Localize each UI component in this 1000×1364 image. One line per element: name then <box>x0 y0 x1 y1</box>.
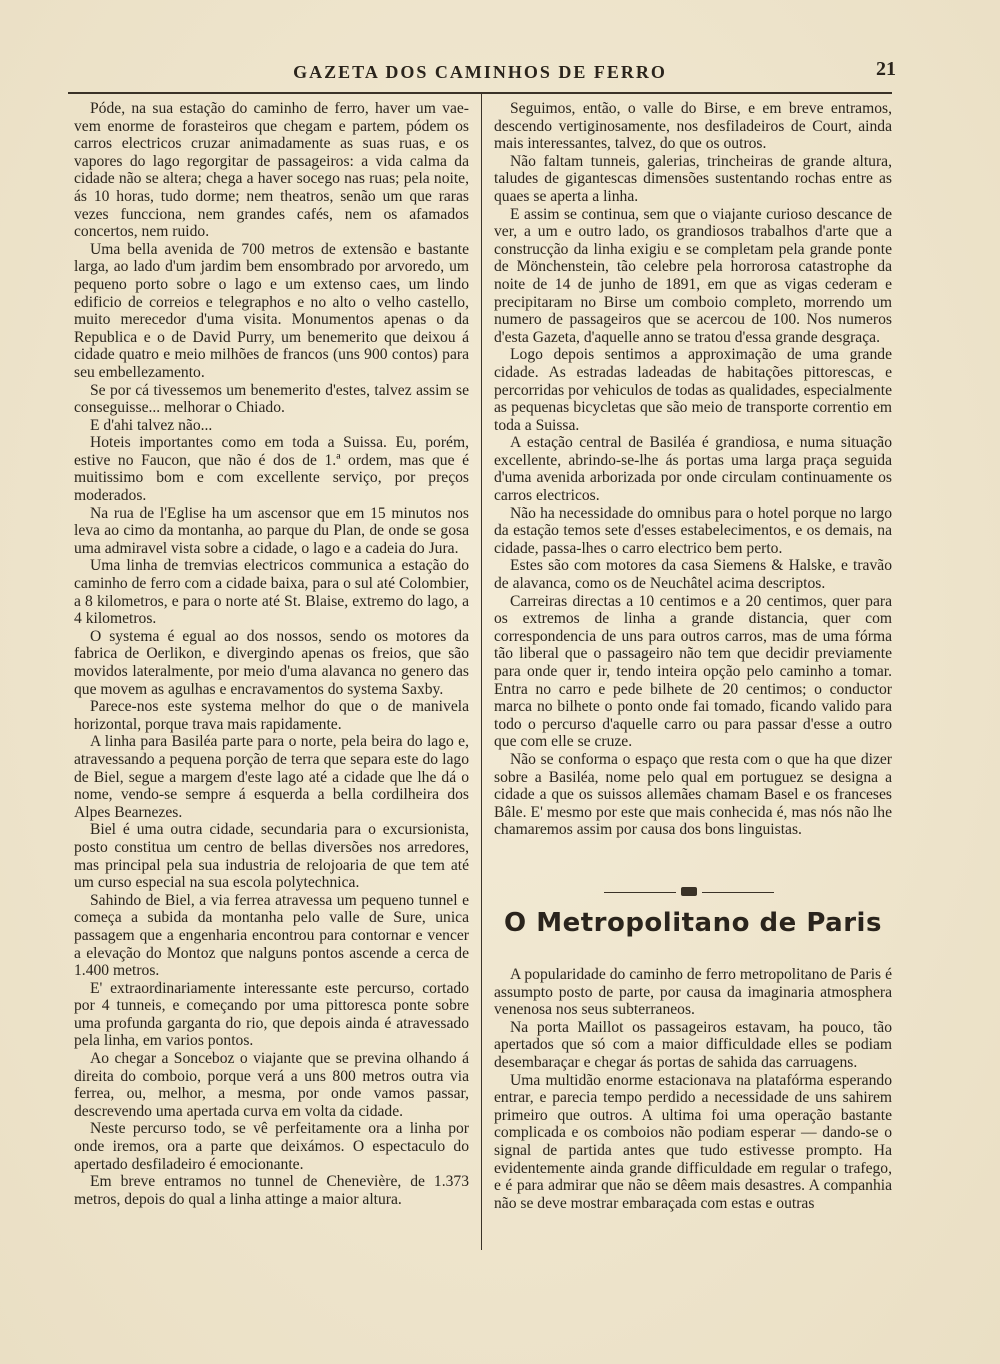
right-column <box>494 100 892 839</box>
paragraph: A estação central de Basiléa é grandiosa, e numa situação excellente, abrindo-se-lhe ás portas uma larga praça seguida d'uma avenida arborizada por onde circulam continuamente os carros electricos. <box>494 434 892 505</box>
paragraph: O systema é egual ao dos nossos, sendo os motores da fabrica de Oerlikon, e divergindo apenas os freios, que são movidos lateralmente, por meio d'uma alavanca no genero das que movem as agulhas e encravamentos do systema Saxby. <box>74 627 469 698</box>
paragraph: Hoteis importantes como em toda a Suissa. Eu, porém, estive no Faucon, que não é dos de 1.ª ordem, mas que é muitissimo bom e com excellente serviço, por preços moderados. <box>74 434 469 505</box>
paragraph: Não ha necessidade do omnibus para o hotel porque no largo da estação temos sete d'esses estabelecimentos, e os demais, na cidade, passa-lhes o carro electrico bem perto. <box>494 504 892 557</box>
publication-title: GAZETA DOS CAMINHOS DE FERRO <box>293 62 667 82</box>
paragraph: Parece-nos este systema melhor do que o de manivela horizontal, porque trava mais rapidamente. <box>74 698 469 733</box>
paragraph: Sahindo de Biel, a via ferrea atravessa um pequeno tunnel e começa a subida da montanha pelo valle de Sure, unica passagem que a engenharia encontrou para contornar e vencer a elevação do Montoz que nalguns pontos ascende a cerca de 1.400 metros. <box>74 891 469 980</box>
paragraph: Uma bella avenida de 700 metros de extensão e bastante larga, ao lado d'um jardim bem ensombrado por arvoredo, um pequeno porto sobre o lago e um extenso caes, um lindo edificio de correios e telegraphos e no alto o velho castello, muito merecedor d'uma visita. Monumentos apenas o da Republica e o de David Purry, um benemerito que deixou á cidade quatro e meio milhões de francos (uns 900 contos) para seu embellezamento. <box>74 240 469 381</box>
paragraph: Se por cá tivessemos um benemerito d'estes, talvez assim se conseguisse... melhorar o Chiado. <box>74 381 469 417</box>
page-number: 21 <box>876 58 896 80</box>
running-head <box>68 58 896 88</box>
section-body <box>494 966 892 1212</box>
paragraph: Em breve entramos no tunnel de Chenevière, de 1.373 metros, depois do qual a linha attinge a maior altura. <box>74 1173 469 1208</box>
left-column <box>74 100 469 1208</box>
paragraph: A popularidade do caminho de ferro metropolitano de Paris é assumpto posto de parte, por causa da imaginaria atmosphera venenosa nos seus subterraneos. <box>494 966 892 1019</box>
paragraph: Póde, na sua estação do caminho de ferro, haver um vae-vem enorme de forasteiros que chegam e partem, pódem os carros electricos cruzar animadamente as suas ruas, e os vapores do lago regorgitar de passageiros: a vida calma da cidade não se altera; chega a haver socego nas ruas; pela noite, ás 10 horas, tudo dorme; nem theatros, senão um que raras vezes funcciona, nem grandes cafés, nem os afamados concertos, nem ruido. <box>74 100 469 241</box>
paragraph: Não se conforma o espaço que resta com o que ha que dizer sobre a Basiléa, nome pelo qual em portuguez se designa a cidade a que os suissos allemães chamam Basel e os franceses Bâle. E' mesmo por este que mais conhecida é, mas nós não lhe chamaremos assim por causa dos bons linguistas. <box>494 750 892 839</box>
paragraph: Carreiras directas a 10 centimos e a 20 centimos, quer para os extremos de linha a grande distancia, quer com correspondencia de uns para outros carros, mas de uma fórma tão liberal que o passageiro não tem que decidir previamente para onde quer ir, tendo inteira opção pelo caminho a tomar. Entra no carro e pede bilhete de 20 centimos; o conductor marca no bilhete o ponto onde fai tomado, ficando valido para todo o percurso d'aquelle carro ou para passar d'esse a outro que com elle se cruze. <box>494 592 892 751</box>
paragraph: E d'ahi talvez não... <box>90 416 213 434</box>
section-heading: O Metropolitano de Paris <box>504 908 882 938</box>
paragraph: E' extraordinariamente interessante este percurso, cortado por 4 tunneis, e começando por uma pittoresca ponte sobre uma profunda garganta do rio, que depois ainda é atravessado pela linha, em varios pontos. <box>74 979 469 1050</box>
ornament-rule-right <box>702 892 774 893</box>
paragraph: Não faltam tunneis, galerias, trincheiras de grande altura, taludes de gigantescas dimensões sustentando rochas entre as quaes se aperta a linha. <box>494 152 892 205</box>
paragraph: Biel é uma outra cidade, secundaria para o excursionista, posto constitua um centro de bellas diversões nos arredores, mas principal pela sua industria de relojoaria de que tem até um curso especial na sua escola polytechnica. <box>74 821 469 892</box>
paragraph: Seguimos, então, o valle do Birse, e em breve entramos, descendo vertiginosamente, nos desfiladeiros de Court, ainda mais interessantes, talvez, do que os outros. <box>494 100 892 153</box>
paragraph: A linha para Basiléa parte para o norte, pela beira do lago e, atravessando a pequena porção de terra que separa este do lago de Biel, segue a margem d'este lago até a cidade que lhe dá o nome, vendo-se sempre á esquerda a bella cordilheira dos Alpes Bearnezes. <box>74 733 469 821</box>
column-divider <box>481 94 482 1250</box>
header-rule <box>68 92 892 94</box>
paragraph: Logo depois sentimos a approximação de uma grande cidade. As estradas ladeadas de habitações pittorescas, e percorridas por vehiculos de todas as qualidades, especialmente as pequenas bicycletas que são meio de transporte correntio em toda a Suissa. <box>494 346 892 434</box>
paragraph: Na rua de l'Eglise ha um ascensor que em 15 minutos nos leva ao cimo da montanha, ao parque du Plan, de onde se gosa uma admiravel vista sobre a cidade, o lago e a cadeia do Jura. <box>74 504 469 557</box>
locomotive-icon <box>681 887 697 896</box>
paragraph: Neste percurso todo, se vê perfeitamente ora a linha por onde iremos, ora a parte que deixámos. O espectaculo do apertado desfiladeiro é emocionante. <box>74 1120 469 1173</box>
ornament-rule-left <box>604 892 676 893</box>
paragraph: Na porta Maillot os passageiros estavam, ha pouco, tão apertados que só com a maior difficuldade elles se podiam desembaraçar e chegar ás portas de sahida das carruagens. <box>494 1018 892 1071</box>
paragraph: Uma multidão enorme estacionava na platafórma esperando entrar, e parecia tempo perdido a necessidade de uns sahirem primeiro que outros. A ultima foi uma operação bastante complicada e os comboios não podiam esperar — dando-se o signal de partida antes que tudo estivesse prompto. Ha evidentemente ainda grande difficuldade em regular o trafego, e é para admirar que não se dêem mais desastres. A companhia não se deve mostrar embaraçada com estas e outras <box>494 1071 892 1212</box>
paragraph: Ao chegar a Sonceboz o viajante que se previna olhando á direita do comboio, porque verá a uns 800 metros outra via ferrea, ou, melhor, a mesma, por onde vamos passar, descrevendo uma apertada curva em volta da cidade. <box>74 1050 469 1120</box>
paragraph: E assim se continua, sem que o viajante curioso descance de ver, a um e outro lado, os grandiosos trabalhos d'arte que a construcção da linha exigiu e se completam pela grande ponte de Mönchenstein, tão celebre pela horrorosa catastrophe da noite de 14 de junho de 1891, em que as vigas cederam e precipitaram no Birse um comboio completo, morrendo um numero de passageiros que se acercou de 100. Nos numeros d'esta Gazeta, d'aquelle anno se tratou d'essa grande desgraça. <box>494 205 892 346</box>
section-ornament <box>604 887 774 899</box>
paragraph: Uma linha de tremvias electricos communica a estação do caminho de ferro com a cidade baixa, para o sul até Colombier, a 8 kilometros, e para o norte até St. Blaise, extremo do lago, a 4 kilometros. <box>74 557 469 628</box>
paragraph: Estes são com motores da casa Siemens & Halske, e travão de alavanca, como os de Neuchâtel acima descriptos. <box>494 557 892 593</box>
